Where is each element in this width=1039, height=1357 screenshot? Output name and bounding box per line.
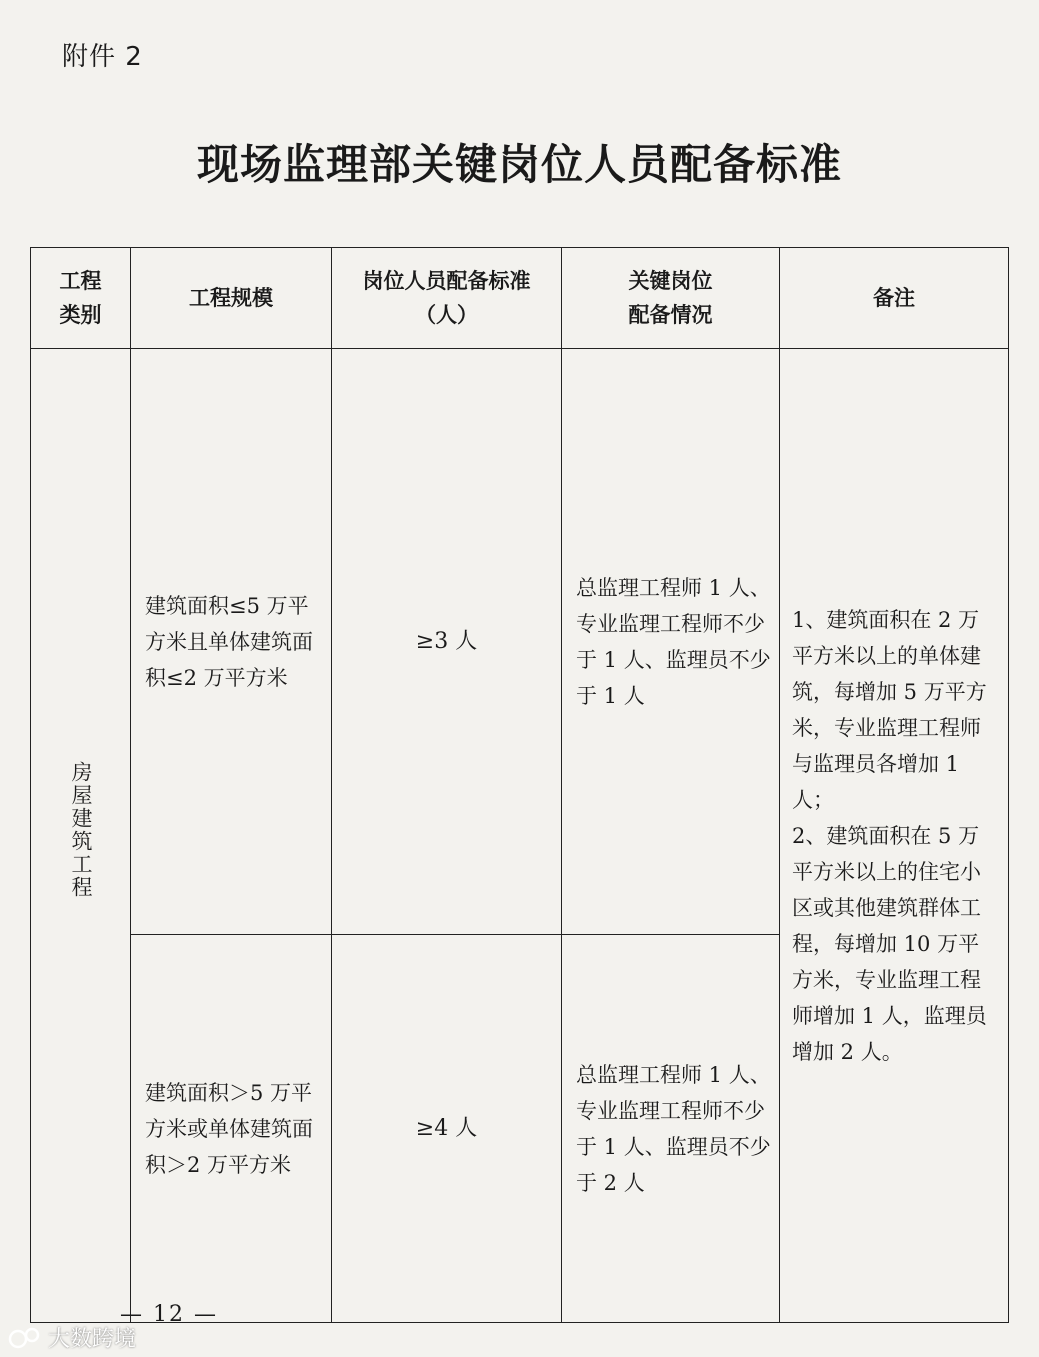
watermark-logo-icon bbox=[8, 1326, 42, 1350]
watermark bbox=[8, 1322, 136, 1353]
watermark-text: 大数跨境 bbox=[48, 1327, 137, 1352]
remark-item: 1、建筑面积在 2 万平方米以上的单体建筑，每增加 5 万平方米，专业监理工程师与监理员各增加 1 人； bbox=[792, 607, 987, 812]
header-key-positions: 关键岗位 配备情况 bbox=[562, 248, 780, 349]
staff-standard-cell: ≥3 人 bbox=[332, 349, 562, 935]
staffing-standard-table bbox=[30, 247, 1009, 1323]
page-number: — 12 — bbox=[120, 1302, 218, 1327]
key-positions-cell: 总监理工程师 1 人、专业监理工程师不少于 1 人、监理员不少于 1 人 bbox=[562, 349, 780, 935]
remarks-cell bbox=[780, 349, 1009, 1323]
remark-item: 2、建筑面积在 5 万平方米以上的住宅小区或其他建筑群体工程，每增加 10 万平方米，专业监理工程师增加 1 人，监理员增加 2 人。 bbox=[792, 823, 987, 1064]
scale-cell: 建筑面积＞5 万平方米或单体建筑面积＞2 万平方米 bbox=[131, 935, 332, 1323]
staff-standard-cell: ≥4 人 bbox=[332, 935, 562, 1323]
header-category: 工程 类别 bbox=[31, 248, 131, 349]
scale-cell: 建筑面积≤5 万平方米且单体建筑面积≤2 万平方米 bbox=[131, 349, 332, 935]
attachment-label: 附件 2 bbox=[62, 42, 143, 72]
table-row bbox=[31, 349, 1009, 935]
key-positions-cell: 总监理工程师 1 人、专业监理工程师不少于 1 人、监理员不少于 2 人 bbox=[562, 935, 780, 1323]
header-scale: 工程规模 bbox=[131, 248, 332, 349]
category-cell bbox=[31, 349, 131, 1323]
table-header-row bbox=[31, 248, 1009, 349]
header-remarks: 备注 bbox=[780, 248, 1009, 349]
category-label: 房屋建筑工程 bbox=[69, 761, 94, 899]
header-staff-standard: 岗位人员配备标准 （人） bbox=[332, 248, 562, 349]
document-title: 现场监理部关键岗位人员配备标准 bbox=[196, 140, 842, 189]
